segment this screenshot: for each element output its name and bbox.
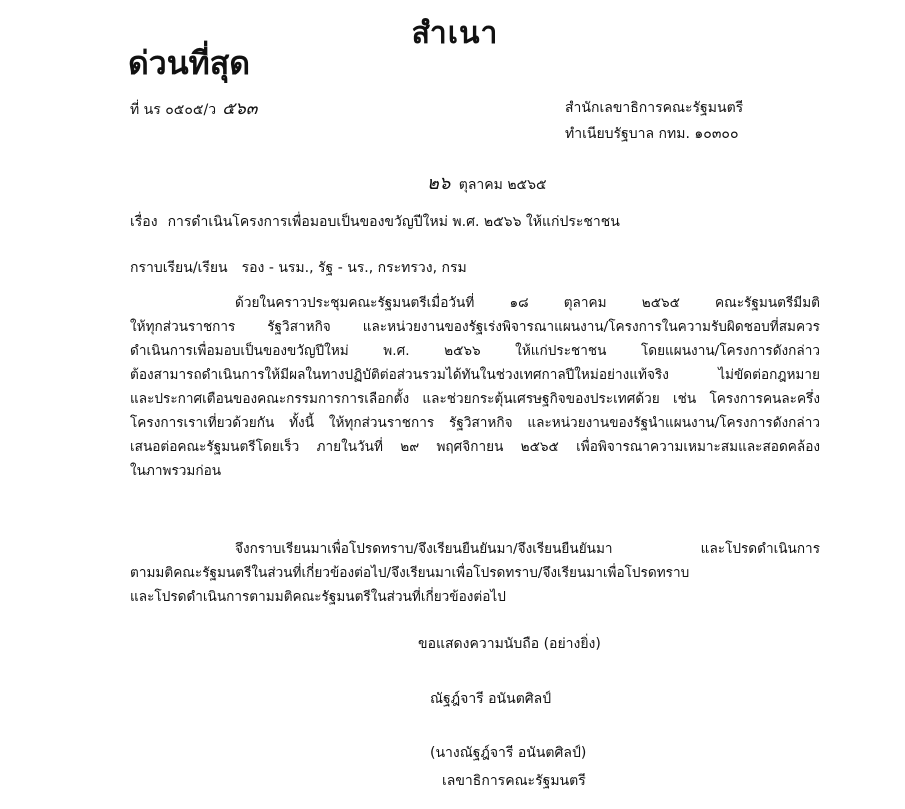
closing-salutation: ขอแสดงความนับถือ (อย่างยิ่ง) [418,636,601,652]
reference-handwritten-number: ๕๖๓ [222,99,258,119]
body-paragraph-2 [130,537,820,609]
reference-prefix: ที่ นร ๐๕๐๕/ว [130,102,217,118]
urgency-stamp: ด่วนที่สุด [128,44,251,82]
signature: ณัฐฎ์จารี อนันตศิลป์ [430,691,552,707]
paragraph-line: ตามมติคณะรัฐมนตรีในส่วนที่เกี่ยวข้องต่อไป/จึงเรียนมาเพื่อโปรดทราบ/จึงเรียนมาเพื่อโปรดทราบ [130,565,690,581]
recipient-text: รอง - นรม., รัฐ - นร., กระทรวง, กรม [241,260,467,276]
sender-address [565,95,743,147]
paragraph-line: ให้ทุกส่วนราชการ รัฐวิสาหกิจ และหน่วยงานของรัฐเร่งพิจารณาแผนงาน/โครงการในความรับผิดชอบที่สมควร [130,319,820,335]
paragraph-line: โครงการเราเที่ยวด้วยกัน ทั้งนี้ ให้ทุกส่วนราชการ รัฐวิสาหกิจ และหน่วยงานของรัฐนำแผนงาน/โครงการดังกล่าว [130,415,820,431]
paragraph-line: ด้วยในคราวประชุมคณะรัฐมนตรีเมื่อวันที่ ๑๘ ตุลาคม ๒๕๖๕ คณะรัฐมนตรีมีมติ [235,295,820,311]
body-paragraph-1 [130,291,820,483]
paragraph-line: และโปรดดำเนินการตามมติคณะรัฐมนตรีในส่วนที่เกี่ยวข้องต่อไป [130,589,506,605]
paragraph-line: ดำเนินการเพื่อมอบเป็นของขวัญปีใหม่ พ.ศ. ๒๕๖๖ ให้แก่ประชาชน โดยแผนงาน/โครงการดังกล่าว [130,343,820,359]
date-day: ๒๖ [427,173,451,194]
paragraph-line: เสนอต่อคณะรัฐมนตรีโดยเร็ว ภายในวันที่ ๒๙ พฤศจิกายน ๒๕๖๕ เพื่อพิจารณาความเหมาะสมและสอดคล้อง [130,439,820,455]
recipient-line [130,257,467,279]
paragraph-line: ต้องสามารถดำเนินการให้มีผลในทางปฏิบัติต่อส่วนรวมได้ทันในช่วงเทศกาลปีใหม่อย่างแท้จริง ไม่ขัดต่อกฎหมาย [130,367,820,383]
paragraph-line: จึงกราบเรียนมาเพื่อโปรดทราบ/จึงเรียนยืนยันมา/จึงเรียนยืนยันมา และโปรดดำเนินการ [235,541,820,557]
letter-date [427,168,547,197]
subject-line [130,211,620,233]
subject-label: เรื่อง [130,214,158,230]
copy-stamp: สำเนา [411,16,499,51]
sender-office: สำนักเลขาธิการคณะรัฐมนตรี [565,100,744,116]
reference-number [130,95,257,122]
signer-title: เลขาธิการคณะรัฐมนตรี [442,773,586,789]
signer-name: (นางณัฐฎ์จารี อนันตศิลป์) [430,745,587,761]
subject-text: การดำเนินโครงการเพื่อมอบเป็นของขวัญปีใหม่ พ.ศ. ๒๕๖๖ ให้แก่ประชาชน [167,214,620,230]
paragraph-line: และประกาศเตือนของคณะกรรมการการเลือกตั้ง และช่วยกระตุ้นเศรษฐกิจของประเทศด้วย เช่น โครงการคนละครึ่ง [130,391,820,407]
paragraph-line: ในภาพรวมก่อน [130,463,222,479]
date-month-year: ตุลาคม ๒๕๖๕ [458,177,547,193]
sender-location: ทำเนียบรัฐบาล กทม. ๑๐๓๐๐ [565,126,739,142]
recipient-label: กราบเรียน/เรียน [130,260,228,276]
